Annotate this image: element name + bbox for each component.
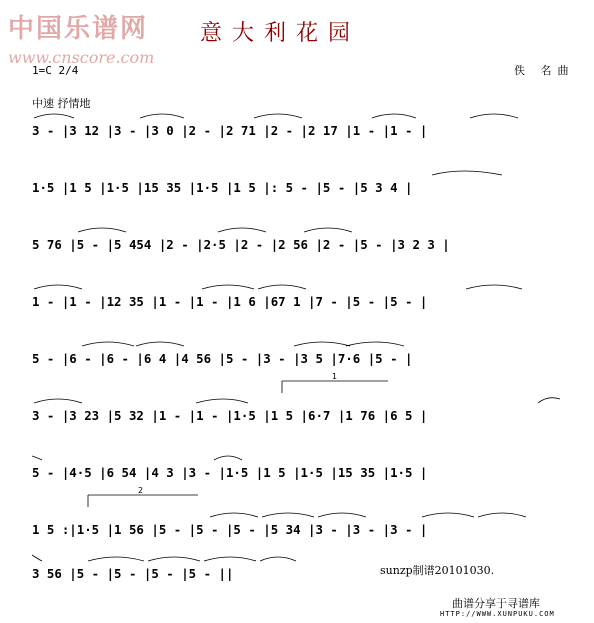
arranger-credit: sunzp制谱20101030. [380,564,495,577]
watermark-url: www.cnscore.com [8,48,155,67]
score-row [32,486,560,547]
score-row [32,336,560,376]
score-row-notes: 5 76 |5 - |5 454 |2 - |2·5 |2 - |2 56 |2 - |5 - |3 2 3 | [32,237,450,252]
score-row-notes: 5 - |4·5 |6 54 |4 3 |3 - |1·5 |1 5 |1·5 |15 35 |1·5 | [32,465,428,480]
composer-credit: 佚 名曲 [514,64,575,77]
score-row [32,450,560,490]
tempo-marking: 中速 抒情地 [32,97,91,110]
score-row-notes: 1 - |1 - |12 35 |1 - |1 - |1 6 |67 1 |7 - |5 - |5 - | [32,294,428,309]
volta-first-label: 1 [332,372,338,381]
score-row [32,108,560,148]
score-row-notes: 3 - |3 23 |5 32 |1 - |1 - |1·5 |1 5 |6·7 |1 76 |6 5 | [32,408,428,423]
score-title: 意大利花园 [200,21,361,46]
score-row [32,165,560,205]
score-row-notes: 5 - |6 - |6 - |6 4 |4 56 |5 - |3 - |3 5 |7·6 |5 - | [32,351,413,366]
score-row-notes: 3 56 |5 - |5 - |5 - |5 - || [32,566,234,581]
score-row [32,222,560,262]
footer-share-text: 曲谱分享于寻谱库 [452,597,540,610]
volta-second-label: 2 [138,486,144,495]
score-row [32,279,560,319]
score-row-notes: 3 - |3 12 |3 - |3 0 |2 - |2 71 |2 - |2 17 |1 - |1 - | [32,123,428,138]
score-row-notes: 1·5 |1 5 |1·5 |15 35 |1·5 |1 5 |: 5 - |5 - |5 3 4 | [32,180,413,195]
score-row [32,372,560,433]
footer-share-url: HTTP://WWW.XUNPUKU.COM [440,610,555,618]
score-row-notes: 1 5 :|1·5 |1 56 |5 - |5 - |5 - |5 34 |3 - |3 - |3 - | [32,522,428,537]
watermark-site-logo: 中国乐谱网 [8,14,149,44]
key-signature: 1=C 2/4 [32,64,79,77]
